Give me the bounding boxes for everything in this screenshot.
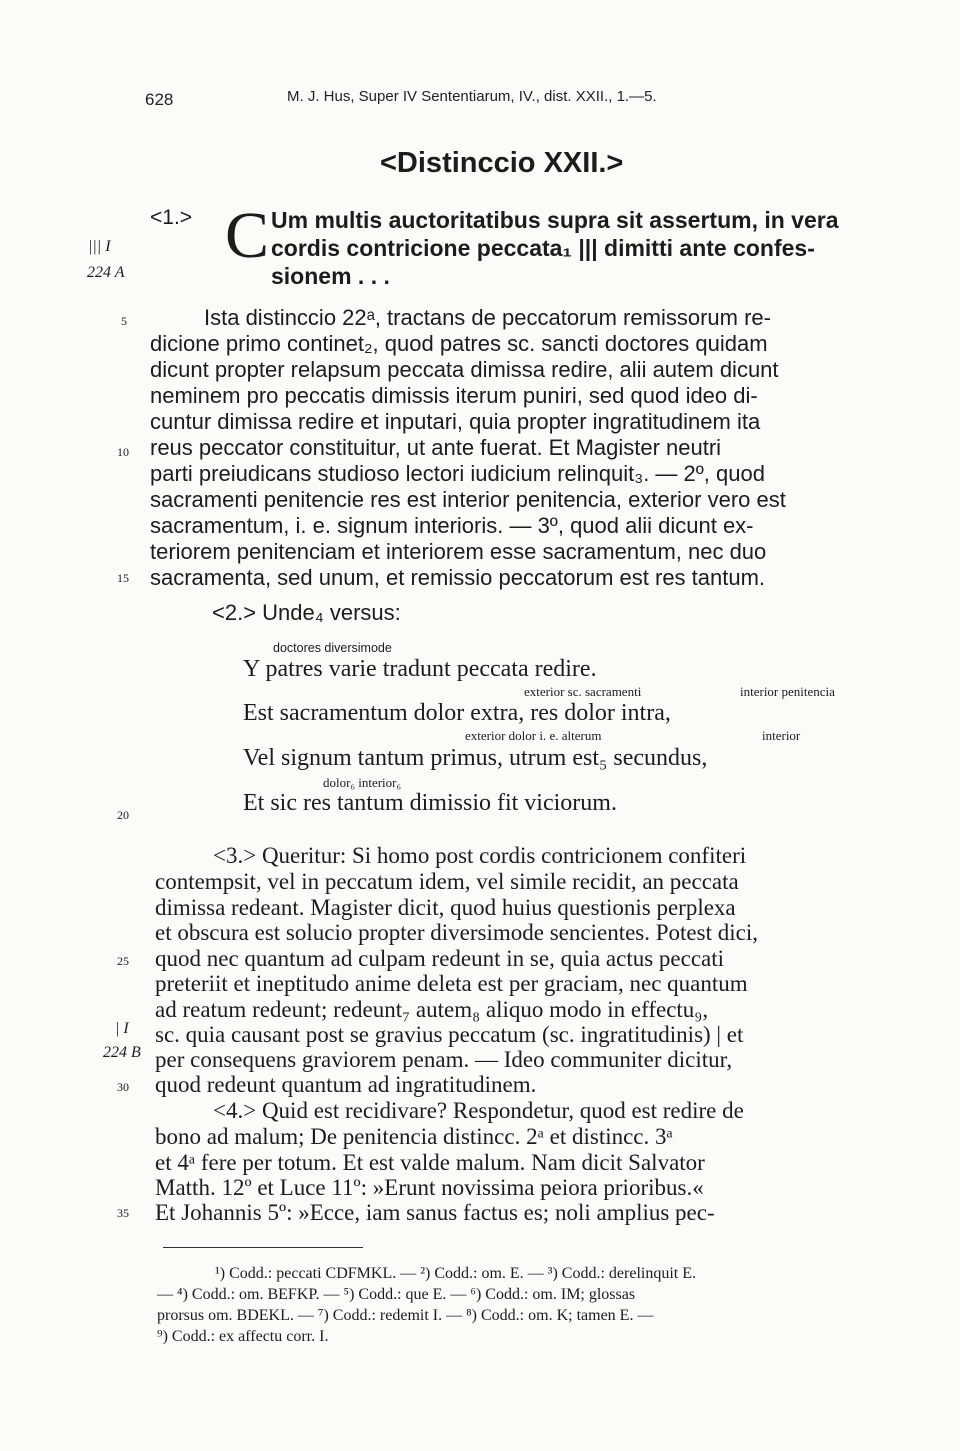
line-number: 30 [117,1080,129,1094]
line-number: 5 [121,314,127,328]
interlinear-gloss: dolor₆ interior₆ [323,775,402,790]
commentary-line: parti preiudicans studioso lectori iudicium relinquit₃. — 2º, quod [150,461,765,486]
lemma-line-2: cordis contricione peccata₁ ||| dimitti ante confes- [271,235,815,261]
section-3-line: sc. quia causant post se gravius peccatum (sc. ingratitudinis) | et [155,1022,744,1047]
interlinear-gloss: exterior sc. sacramenti [524,684,642,699]
verse-line: Et sic res tantum dimissio fit viciorum. [243,790,617,816]
section-3-line: quod redeunt quantum ad ingratitudinem. [155,1072,537,1097]
verse-line: Est sacramentum dolor extra, res dolor intra, [243,700,671,726]
line-number: 10 [117,445,129,459]
section-3-line: contempsit, vel in peccatum idem, vel simile recidit, an peccata [155,869,739,894]
section-4-line: et 4ᵃ fere per totum. Et est valde malum. Nam dicit Salvator [155,1150,705,1175]
footnote-line: prorsus om. BDEKL. — ⁷) Codd.: redemit I. — ⁸) Codd.: om. K; tamen E. — [157,1307,654,1324]
verse-line: Vel signum tantum primus, utrum est₅ secundus, [243,745,708,771]
footnote-separator [163,1247,363,1248]
commentary-line: neminem pro peccatis dimissis iterum puniri, sed quod ideo di- [150,383,758,408]
interlinear-gloss: exterior dolor i. e. alterum [465,728,602,743]
drop-cap: C [225,199,270,272]
section-3-line: per consequens graviorem penam. — Ideo communiter dicitur, [155,1047,733,1072]
commentary-line: teriorem penitenciam et interiorem esse sacramentum, nec duo [150,539,767,564]
commentary-line: sacramenta, sed unum, et remissio peccatorum est res tantum. [150,565,766,590]
footnote-line: ⁹) Codd.: ex affectu corr. I. [157,1328,329,1345]
commentary-line: dicione primo continet₂, quod patres sc. sancti doctores quidam [150,331,768,356]
section-4-line: Et Johannis 5º: »Ecce, iam sanus factus es; noli amplius pec- [155,1200,715,1225]
interlinear-gloss: interior penitencia [740,684,835,699]
interlinear-gloss: doctores diversimode [273,641,392,655]
commentary-line: sacramenti penitencie res est interior penitencia, exterior vero est [150,487,786,512]
section-3-line: dimissa redeant. Magister dicit, quod huius questionis perplexa [155,895,736,920]
commentary-line: Ista distinccio 22ᵃ, tractans de peccatorum remissorum re- [204,305,771,330]
line-number: 25 [117,954,129,968]
line-number: 15 [117,571,129,585]
distinction-title: <Distinccio XXII.> [380,147,624,179]
commentary-line: dicunt propter relapsum peccata dimissa redire, alii autem dicunt [150,357,779,382]
line-number: 35 [117,1206,129,1220]
section-4-line: bono ad malum; De penitencia distincc. 2ᵃ et distincc. 3ᵃ [155,1124,673,1149]
commentary-line: cuntur dimissa redire et inputari, quia propter ingratitudinem ita [150,409,761,434]
running-title: M. J. Hus, Super IV Sententiarum, IV., dist. XXII., 1.—5. [287,88,657,105]
section-3-line: et obscura est solucio propter diversimode sencientes. Potest dici, [155,920,758,945]
section-3-line: preteriit et ineptitudo anime deleta est per graciam, nec quantum [155,971,748,996]
margin-note-folio: 224 B [103,1044,141,1061]
footnote-line: — ⁴) Codd.: om. BEFKP. — ⁵) Codd.: que E. — ⁶) Codd.: om. IM; glossas [157,1286,636,1303]
lemma-line-1: Um multis auctoritatibus supra sit assertum, in vera [271,207,839,233]
section-3-line: quod nec quantum ad culpam redeunt in se, quia actus peccati [155,946,725,971]
section-1-label: <1.> [150,206,193,229]
footnote-line: ¹) Codd.: peccati CDFMKL. — ²) Codd.: om. E. — ³) Codd.: derelinquit E. [215,1265,697,1282]
section-2-label: <2.> Unde₄ versus: [212,600,401,625]
section-3-line: ad reatum redeunt; redeunt₇ autem₈ aliquo modo in effectu₉, [155,997,709,1022]
commentary-line: reus peccator constituitur, ut ante fuerat. Et Magister neutri [150,435,722,460]
page-number: 628 [145,90,174,109]
section-3-line: <3.> Queritur: Si homo post cordis contricionem confiteri [213,843,747,868]
margin-note-folio: 224 A [87,264,125,281]
verse-line: Y patres varie tradunt peccata redire. [243,656,597,682]
commentary-line: sacramentum, i. e. signum interioris. — 3º, quod alii dicunt ex- [150,513,754,538]
margin-note-folio-marker: ||| I [88,238,111,255]
line-number: 20 [117,808,129,822]
margin-note-folio-marker: | I [115,1020,129,1037]
interlinear-gloss: interior [762,728,801,743]
section-4-line: Matth. 12º et Luce 11º: »Erunt novissima peiora prioribus.« [155,1175,704,1200]
section-4-line: <4.> Quid est recidivare? Respondetur, quod est redire de [213,1098,744,1123]
lemma-line-3: sionem . . . [271,263,390,289]
